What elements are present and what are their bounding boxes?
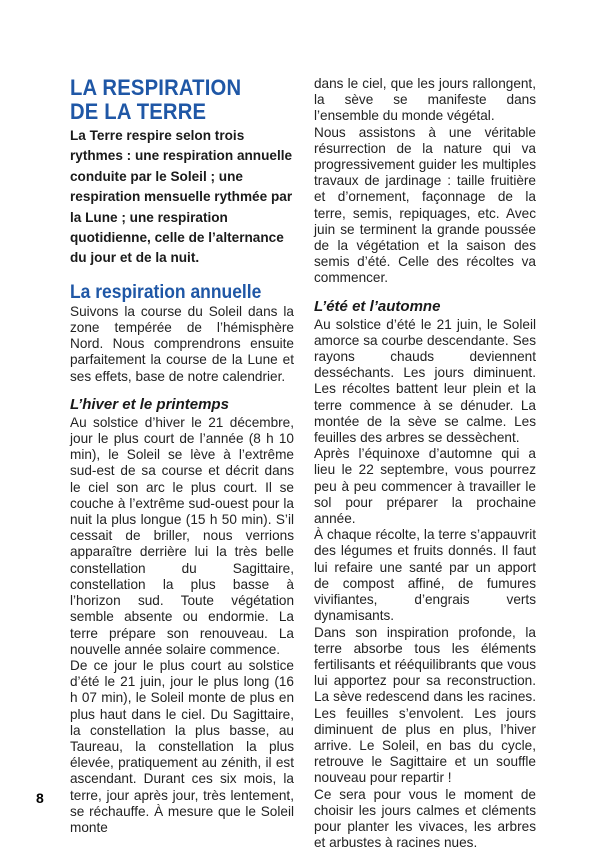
summer-paragraph-3: À chaque récolte, la terre s’appauvrit des légumes et fruits donnés. Il faut lui refaire une santé par un apport de compost affiné, de fumures vivifiantes, d’engrais verts dynamisants. [314,527,536,624]
winter-paragraph-2: De ce jour le plus court au solstice d’été le 21 juin, jour le plus long (16 h 07 min), le Soleil monte de plus en plus haut dans le ciel. Du Sagittaire, la constellation la plus basse, au Taureau, la constellation la plus élevée, pratiquement au zénith, il est ascendant. Durant ces six mois, la terre, jour après jour, très lentement, se réchauffe. À mesure que le Soleil monte [70,657,294,835]
summer-heading: L’été et l’automne [314,297,441,315]
winter-paragraph-1: Au solstice d’hiver le 21 décembre, jour le plus court de l’année (8 h 10 min), le Soleil se lève à l’extrême sud-est de sa course et décrit dans le ciel son arc le plus court. Il se couche à l’extrême sud-ouest pour la nuit la plus longue (15 h 50 min). S’il cessait de briller, nous verrions apparaître derrière lui la très belle constellation du Sagittaire, constellation la plus basse à l’horizon sud. Toute végétation semble absente ou endormie. La terre prépare son renouveau. La nouvelle année solaire commence. [70,414,294,657]
right-column [314,76,536,851]
winter-paragraph-2-continued: dans le ciel, que les jours rallongent, la sève se manifeste dans l’ensemble du monde végétal. [314,76,536,124]
page-number: 8 [36,790,44,806]
summer-paragraph-2: Après l’équinoxe d’automne qui a lieu le 22 septembre, vous pourrez peu à peu commencer à travailler le sol pour préparer la prochaine année. [314,446,536,527]
section-title: La respiration annuelle [70,281,262,303]
title-line-1: LA RESPIRATION [70,75,242,100]
left-column [70,76,294,836]
winter-heading: L’hiver et le printemps [70,395,229,413]
title-line-2: DE LA TERRE [70,99,207,124]
summer-paragraph-5: Ce sera pour vous le moment de choisir les jours calmes et cléments pour planter les vivaces, les arbres et arbustes à racines nues. [314,786,536,851]
intro-paragraph: La Terre respire selon trois rythmes : une respiration annuelle conduite par le Soleil ; une respiration mensuelle rythmée par la Lune ; une respiration quotidienne, celle de l’alternance du jour et de la nuit. [70,128,293,266]
summer-paragraph-4: Dans son inspiration profonde, la terre absorbe tous les éléments fertilisants et rééquilibrants que vous lui apportez pour sa reconstruction. La sève redescend dans les racines. Les feuilles s’envolent. Les jours diminuent de plus en plus, l’hiver arrive. Le Soleil, en bas du cycle, retrouve le Sagittaire et un souffle nouveau pour repartir ! [314,624,536,786]
section-intro-paragraph: Suivons la course du Soleil dans la zone tempérée de l’hémisphère Nord. Nous comprendrons ensuite parfaitement la course de la Lune et ses effets, base de notre calendrier. [70,303,294,384]
page-title [70,76,291,124]
winter-paragraph-3: Nous assistons à une véritable résurrection de la nature qui va progressivement guider les multiples travaux de jardinage : taille fruitière et d’ornement, façonnage de la terre, semis, repiquages, etc. Avec juin se terminent la grande poussée de la végétation et la saison des semis d’été. Celle des récoltes va commencer. [314,124,536,286]
summer-paragraph-1: Au solstice d’été le 21 juin, le Soleil amorce sa courbe descendante. Ses rayons chauds deviennent desséchants. Les jours diminuent. Les récoltes battent leur plein et la terre commence à se dénuder. La montée de la sève se calme. Les feuilles des arbres se dessèchent. [314,316,536,446]
